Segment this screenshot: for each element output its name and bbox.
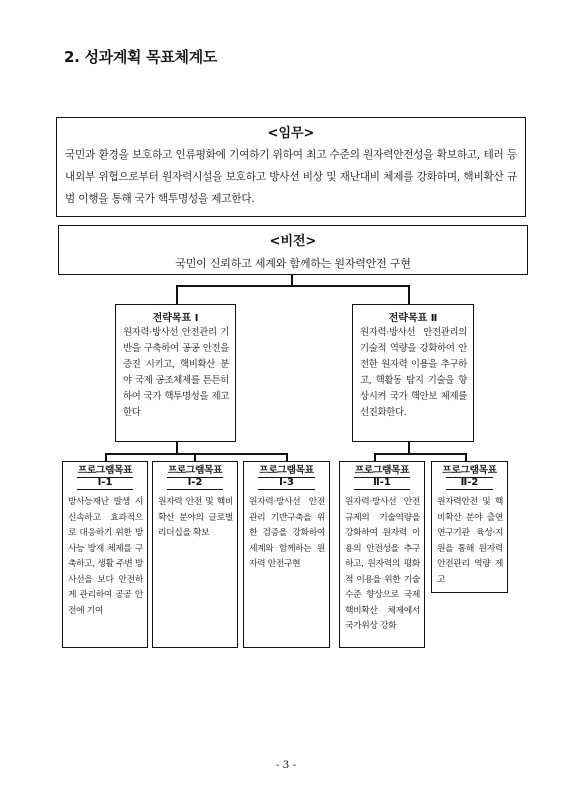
program-goal-text: 원자력·방사선 안전관리 기반구축을 위한 검증을 강화하여 세계와 함께하는 원자력 안전구현: [249, 497, 325, 569]
vision-heading: <비전>: [269, 234, 317, 249]
program-goal-text: 원자력·방사선 안전규제의 기술역량을 강화하여 원자력 이용의 안전성을 추구하고, 원자력의 평화적 이용을 위한 기술수준 향상으로 국제 핵비확산 체제에서 국가위상 강화: [345, 497, 420, 631]
program-goal-card-ii1: [339, 461, 425, 648]
program-goal-title: 프로그램목표: [167, 465, 223, 476]
program-goal-title: 프로그램목표: [442, 465, 497, 476]
mission-box: [56, 117, 526, 217]
strategic-goal-title: 전략목표 Ⅱ: [388, 313, 438, 324]
vision-text: 국민이 신뢰하고 세계와 함께하는 원자력안전 구현: [175, 257, 411, 270]
program-goal-card-i1: [62, 461, 148, 648]
connector-goal1-horizontal: [105, 453, 287, 455]
program-goal-card-i2: [152, 461, 238, 648]
mission-heading: <임무>: [267, 126, 315, 141]
mission-text: 국민과 환경을 보호하고 인류평화에 기여하기 위하여 최고 수준의 원자력안전성을 확보하고, 테러 등 내외부 위협으로부터 원자력시설을 보호하고 방사선 비상 및 재난대비 체제를 강화하며, 핵비확산 규범 이행을 통해 국가 핵투명성을 제고한다.: [65, 149, 517, 205]
strategic-goal-title: 전략목표 Ⅰ: [152, 313, 199, 324]
title-underline: [446, 489, 493, 490]
program-goal-code: Ⅰ-3: [279, 477, 294, 488]
program-goal-code: Ⅱ-2: [460, 477, 479, 488]
title-underline: [258, 489, 315, 490]
title-underline: [167, 489, 223, 490]
section-title: 2. 성과계획 목표체계도: [64, 48, 218, 66]
strategic-goal-text: 원자력·방사선 안전관리 기반을 구축하여 공공 안전을 증진 시키고, 핵비확산 분야 국제 공조체제를 튼튼히 하여 국가 핵투명성을 제고한다: [123, 327, 229, 418]
connector-vision-horizontal: [176, 285, 409, 287]
page-number: - 3 -: [275, 759, 297, 771]
title-underline: [77, 489, 133, 490]
program-goal-title: 프로그램목표: [77, 465, 133, 476]
title-underline: [354, 489, 410, 490]
program-goal-text: 원자력 안전 및 핵비확산 분야의 글로벌 리더십을 확보: [158, 497, 233, 538]
program-goal-title: 프로그램목표: [259, 465, 314, 476]
strategic-goal-card-2: [352, 304, 474, 442]
connector-goal1-drop: [176, 285, 178, 305]
program-goal-card-i3: [243, 461, 330, 648]
strategic-goal-text: 원자력·방사선 안전관리의 기술적 역량을 강화하여 안전한 원자력 이용을 추구하고, 핵활동 탐지 기술을 향상시켜 국가 핵안보 체제를 선진화한다.: [360, 327, 467, 418]
vision-box: [58, 225, 528, 275]
program-goal-code: Ⅱ-1: [373, 477, 391, 488]
program-goal-code: Ⅰ-2: [187, 477, 203, 488]
program-goal-text: 원자력안전 및 핵비확산 분야 출연연구기관 육성·지원을 통해 원자력 안전관리 역량 제고: [437, 497, 503, 585]
connector-goal2-horizontal: [374, 453, 466, 455]
connector-goal2-drop: [408, 285, 410, 305]
program-goal-title: 프로그램목표: [354, 465, 410, 476]
program-goal-text: 방사능재난 발생 시 신속하고 효과적으로 대응하기 위한 방사능 방재 체제를 구축하고, 생활 주변 방사선을 보다 안전하게 관리하여 공공 안전에 기여: [68, 497, 143, 616]
program-goal-card-ii2: [431, 461, 508, 593]
program-goal-code: Ⅰ-1: [97, 477, 113, 488]
strategic-goal-card-1: [115, 304, 236, 442]
